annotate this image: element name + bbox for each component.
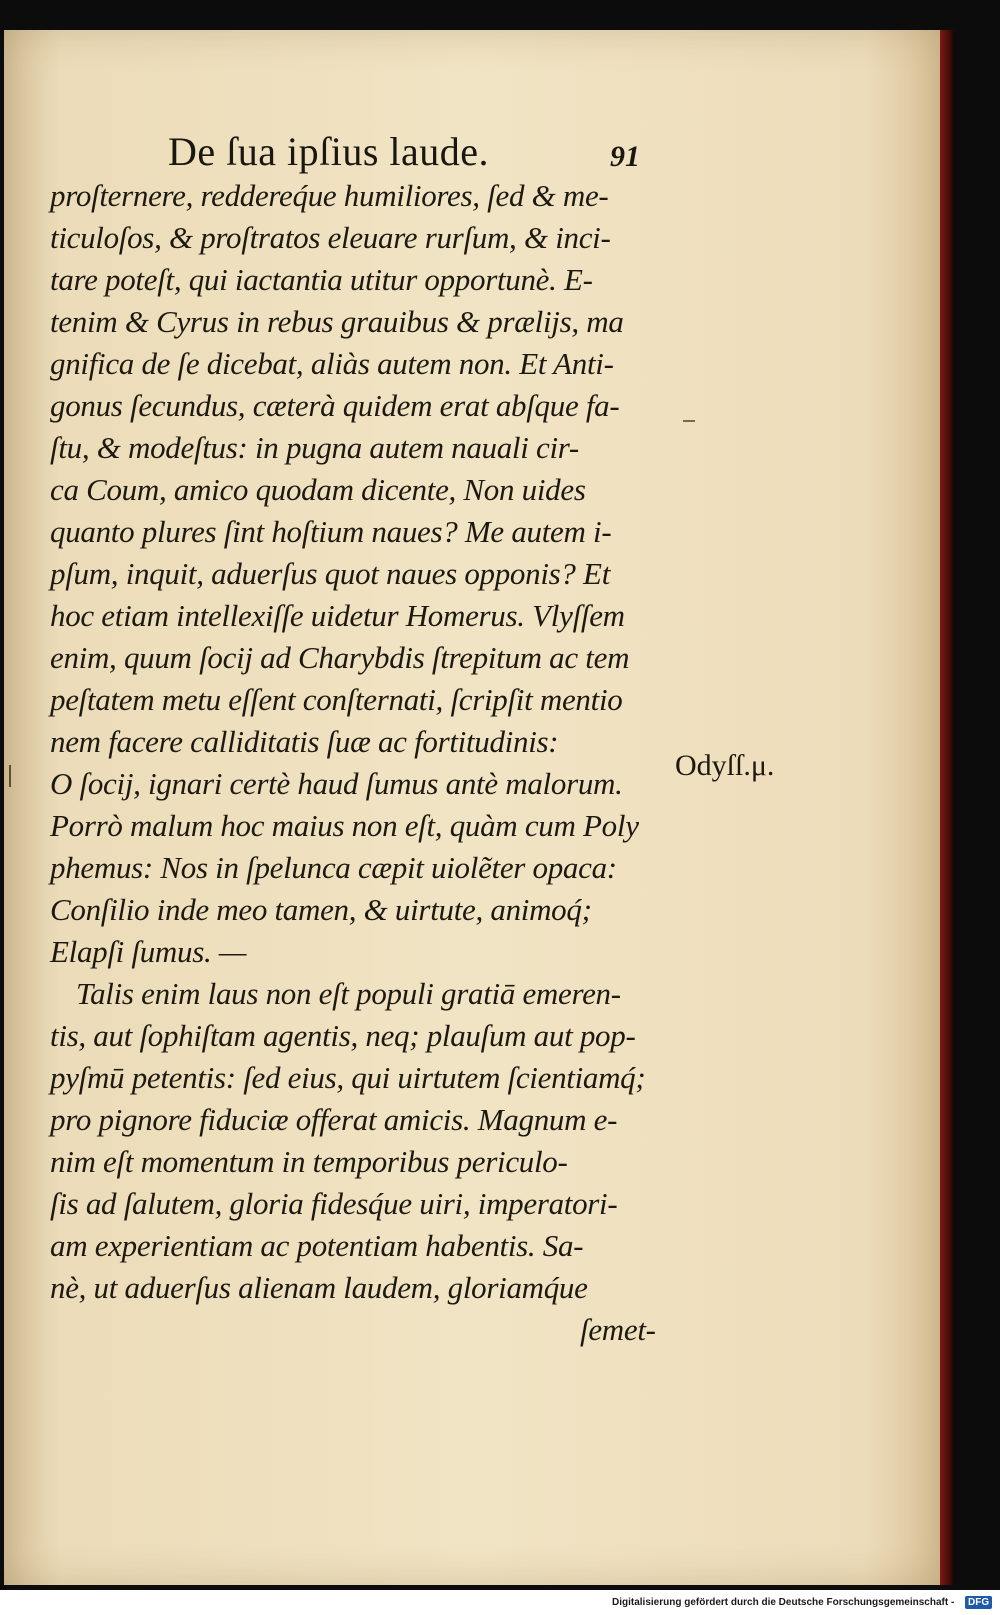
- text-line: pro pignore fiduciæ offerat amicis. Magnum e-: [50, 1102, 618, 1137]
- catchword: ſemet-: [580, 1312, 656, 1347]
- text-line: nè, ut aduerſus alienam laudem, gloriamq́ue: [50, 1270, 588, 1305]
- margin-note: Odyſſ.μ.: [675, 749, 775, 782]
- text-line: hoc etiam intellexiſſe uidetur Homerus. Vlyſſem: [50, 598, 625, 633]
- text-line: ſtu, & modeſtus: in pugna autem nauali cir-: [50, 430, 579, 465]
- text-line: pyſmū petentis: ſed eius, qui uirtutem ſcientiamq́;: [50, 1060, 646, 1095]
- text-line: peſtatem metu eſſent conſternati, ſcripſit mentio: [50, 682, 623, 717]
- text-line: tare poteſt, qui iactantia utitur opportunè. E-: [50, 262, 593, 297]
- text-line: gonus ſecundus, cæterà quidem erat abſque fa-: [50, 388, 620, 423]
- verse-line: Elapſi ſumus. —: [50, 934, 247, 969]
- text-line: ticuloſos, & proſtratos eleuare rurſum, & inci-: [50, 220, 611, 255]
- margin-mark: [9, 765, 11, 787]
- text-line: tenim & Cyrus in rebus grauibus & prælijs, ma: [50, 304, 624, 339]
- text-line: nem facere calliditatis ſuæ ac fortitudinis:: [50, 724, 559, 759]
- text-line: enim, quum ſocij ad Charybdis ſtrepitum ac tem: [50, 640, 630, 675]
- text-line: am experientiam ac potentiam habentis. Sa-: [50, 1228, 584, 1263]
- text-line: ſis ad ſalutem, gloria fidesq́ue uiri, imperatori-: [50, 1186, 618, 1221]
- verse-line: Porrò malum hoc maius non eſt, quàm cum Poly: [50, 808, 639, 843]
- verse-line: Conſilio inde meo tamen, & uirtute, animoq́;: [50, 892, 592, 927]
- text-line: proſternere, reddereq́ue humiliores, ſed & me-: [50, 178, 609, 213]
- dfg-logo: DFG: [965, 1596, 992, 1609]
- margin-mark: [683, 420, 695, 422]
- running-head: De ſua ipſius laude.: [168, 129, 490, 174]
- text-line: gnifica de ſe dicebat, aliàs autem non. Et Anti-: [50, 346, 614, 381]
- digitization-credit: Digitalisierung gefördert durch die Deutsche Forschungsgemeinschaft -: [612, 1597, 955, 1608]
- text-line: pſum, inquit, aduerſus quot naues opponis? Et: [50, 556, 611, 591]
- text-line: Talis enim laus non eſt populi gratiā emeren-: [76, 976, 621, 1011]
- text-line: tis, aut ſophiſtam agentis, neq; plauſum aut pop-: [50, 1018, 636, 1053]
- text-line: ca Coum, amico quodam dicente, Non uides: [50, 472, 586, 507]
- page-edge: [940, 30, 954, 1585]
- text-line: quanto plures ſint hoſtium naues? Me autem i-: [50, 514, 612, 549]
- verse-line: phemus: Nos in ſpelunca cæpit uiolẽter opaca:: [50, 850, 617, 885]
- verse-line: O ſocij, ignari certè haud ſumus antè malorum.: [50, 766, 623, 801]
- page-number: 91: [610, 140, 640, 173]
- text-line: nim eſt momentum in temporibus periculo-: [50, 1144, 568, 1179]
